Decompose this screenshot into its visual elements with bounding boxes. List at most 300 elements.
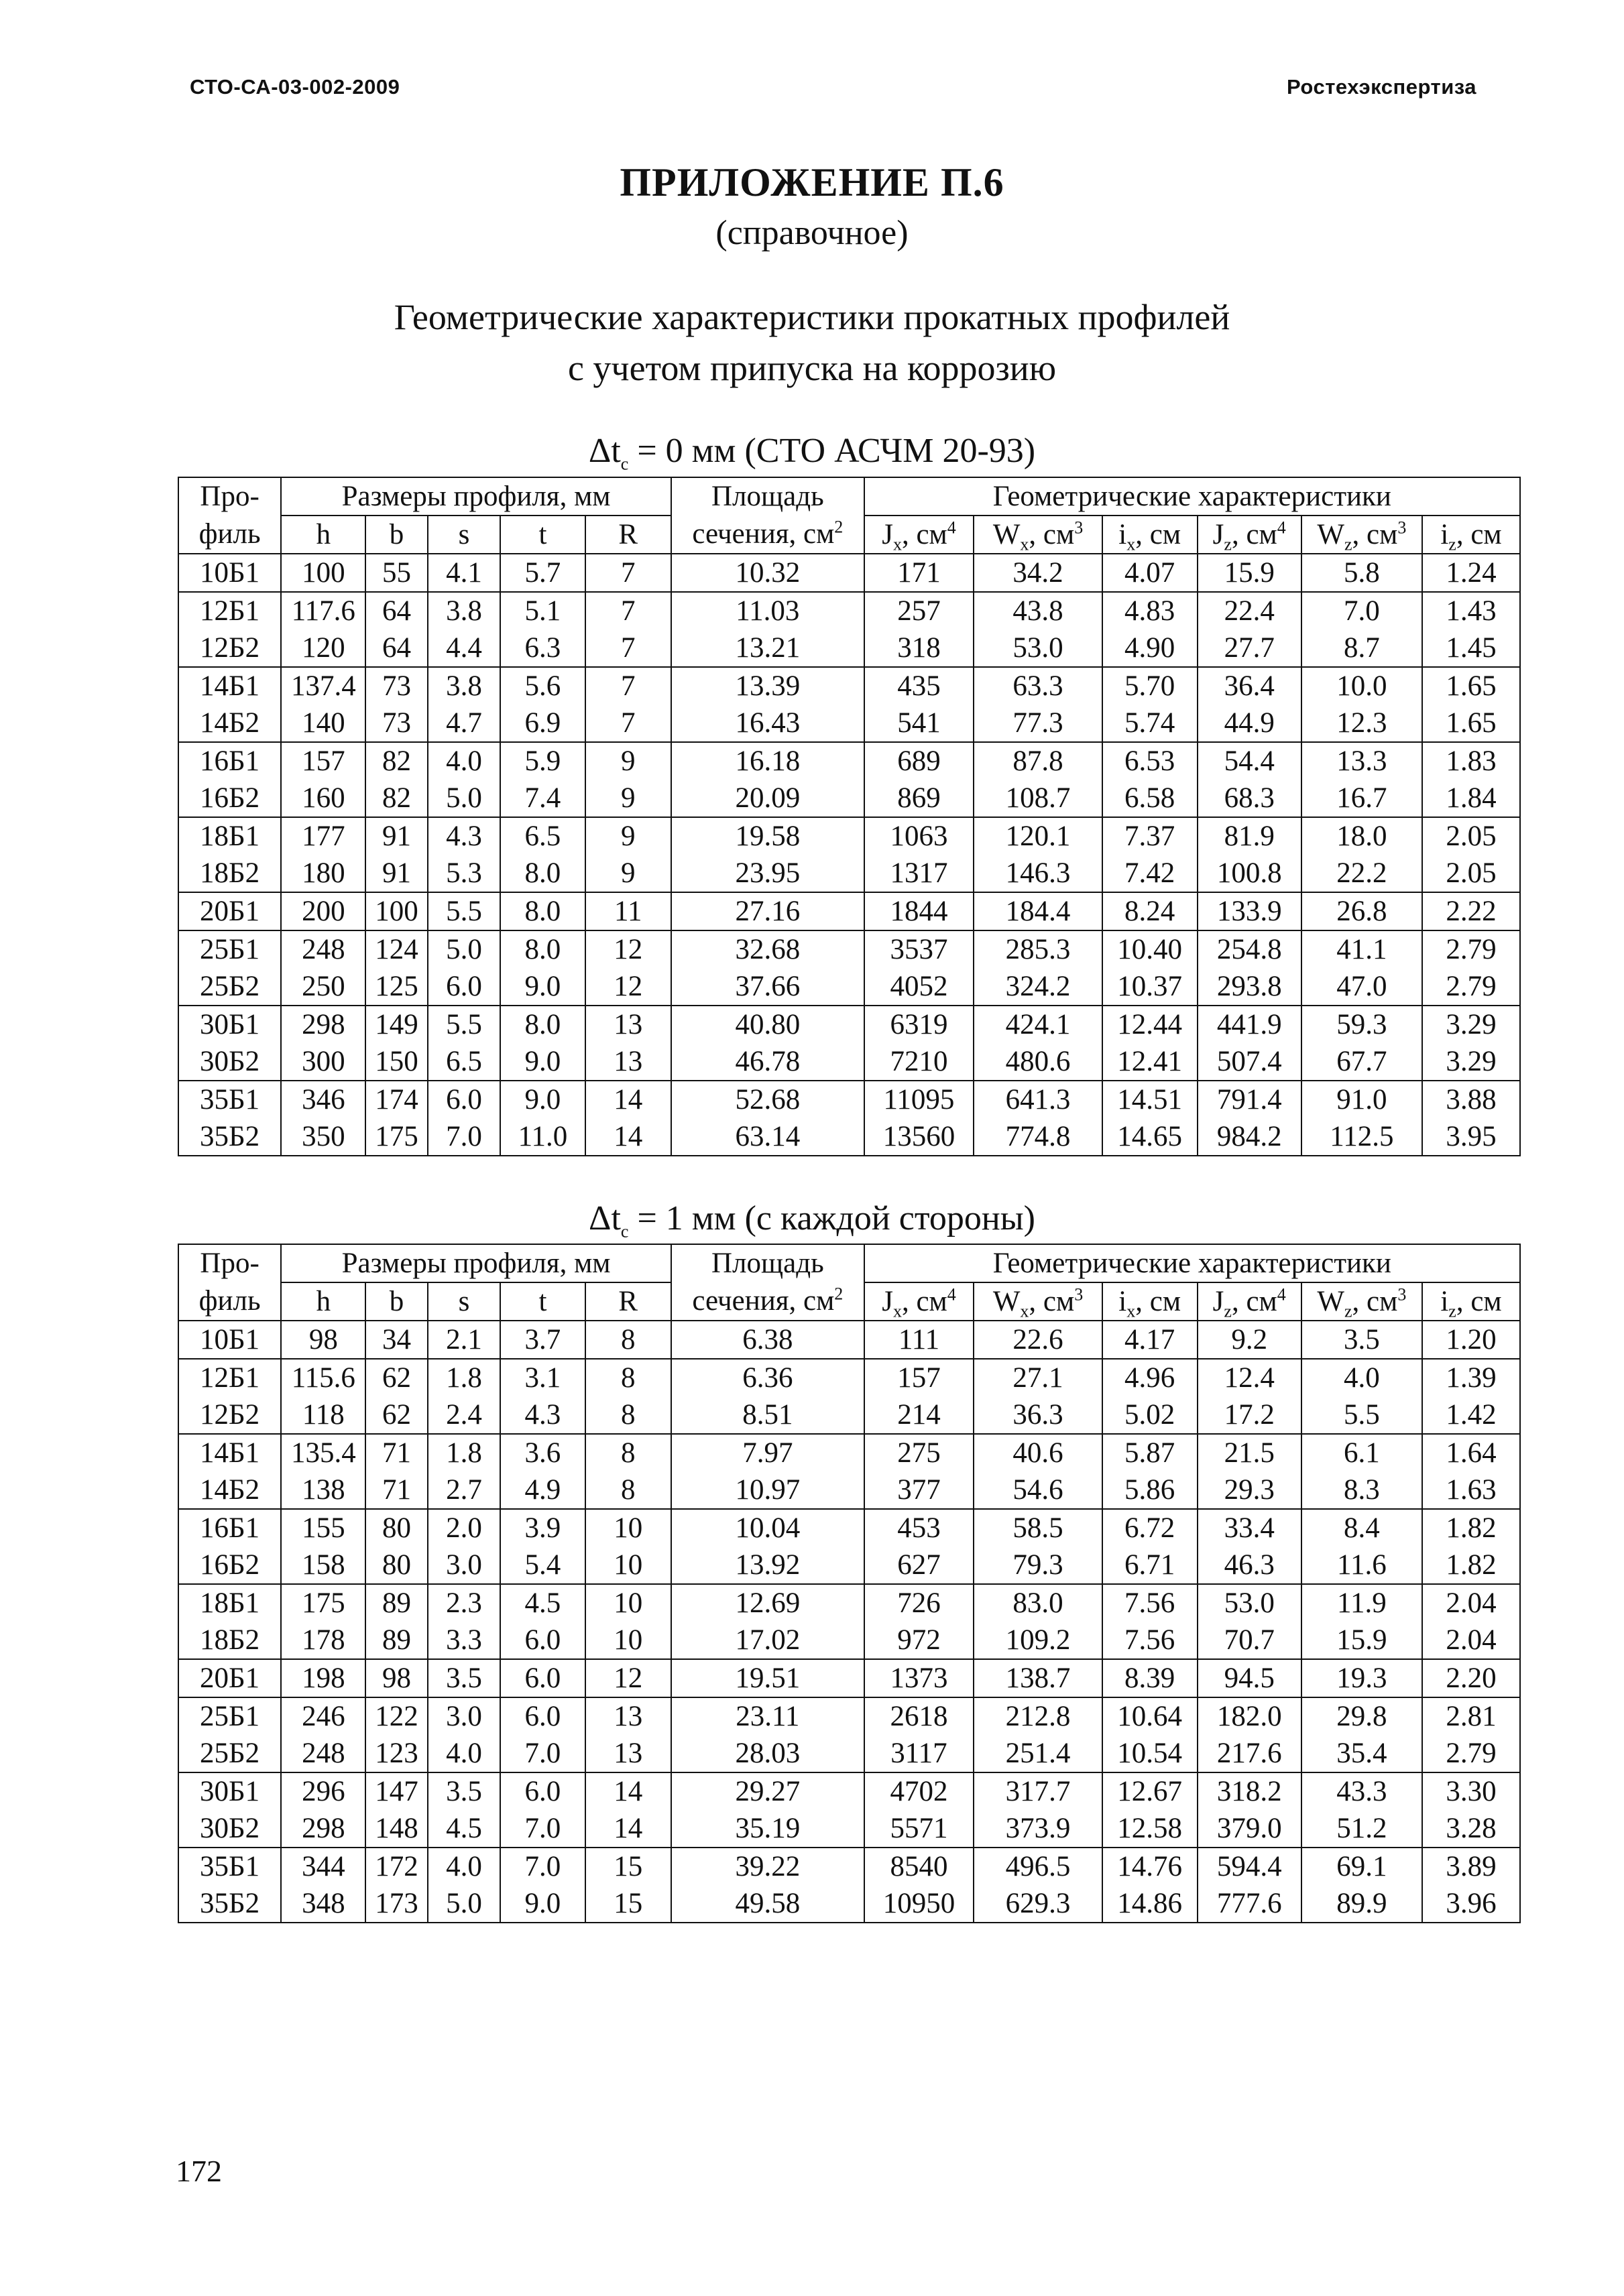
table-row bbox=[178, 1043, 1520, 1081]
table-cell: 32.68 bbox=[671, 930, 864, 968]
table-cell: 16.43 bbox=[671, 705, 864, 742]
table-cell: 11.9 bbox=[1301, 1584, 1422, 1622]
table-cell: 7.97 bbox=[671, 1434, 864, 1471]
table-cell: 1.65 bbox=[1422, 705, 1520, 742]
table-cell: 3.8 bbox=[428, 667, 501, 705]
table-cell: 17.02 bbox=[671, 1622, 864, 1659]
table-row bbox=[178, 742, 1520, 780]
geo-exponent: 4 bbox=[1277, 518, 1286, 538]
table-cell: 7 bbox=[585, 705, 671, 742]
table-row bbox=[178, 705, 1520, 742]
geo-unit: , см bbox=[1029, 1285, 1075, 1317]
table-cell: 2.05 bbox=[1422, 855, 1520, 892]
table-cell: 1.39 bbox=[1422, 1359, 1520, 1396]
geo-subscript: x bbox=[1126, 1301, 1136, 1321]
table-cell: 6.0 bbox=[428, 1081, 501, 1118]
table-cell: 23.95 bbox=[671, 855, 864, 892]
table-cell: 33.4 bbox=[1198, 1509, 1301, 1547]
table-cell: 157 bbox=[281, 742, 365, 780]
table-cell: 8540 bbox=[864, 1848, 974, 1885]
table-cell: 3.88 bbox=[1422, 1081, 1520, 1118]
table-cell: 9 bbox=[585, 780, 671, 817]
table-cell: 8.51 bbox=[671, 1396, 864, 1434]
appendix-subtitle: (справочное) bbox=[715, 214, 909, 252]
geo-symbol: W bbox=[992, 1285, 1021, 1317]
table-cell: 217.6 bbox=[1198, 1735, 1301, 1772]
table-cell: 11095 bbox=[864, 1081, 974, 1118]
table-cell: 10950 bbox=[864, 1885, 974, 1923]
table-cell: 7.0 bbox=[500, 1810, 585, 1848]
column-header-profile: Про- bbox=[178, 1244, 281, 1282]
column-header-geo bbox=[864, 1282, 974, 1321]
table-cell: 10.97 bbox=[671, 1471, 864, 1509]
table-cell: 4.90 bbox=[1102, 629, 1198, 667]
table-cell: 3117 bbox=[864, 1735, 974, 1772]
table-cell: 44.9 bbox=[1198, 705, 1301, 742]
table-cell: 1.8 bbox=[428, 1434, 501, 1471]
column-header-geo bbox=[1198, 1282, 1301, 1321]
table-cell: 54.4 bbox=[1198, 742, 1301, 780]
table-row bbox=[178, 1810, 1520, 1848]
table-cell: 35Б2 bbox=[178, 1885, 281, 1923]
column-header-area: Площадь bbox=[671, 477, 864, 516]
table-cell: 257 bbox=[864, 592, 974, 629]
table-cell: 34.2 bbox=[974, 554, 1102, 592]
table-cell: 4702 bbox=[864, 1772, 974, 1810]
table-cell: 8.39 bbox=[1102, 1659, 1198, 1697]
table-row bbox=[178, 1509, 1520, 1547]
table-cell: 246 bbox=[281, 1697, 365, 1735]
table-cell: 641.3 bbox=[974, 1081, 1102, 1118]
table-cell: 629.3 bbox=[974, 1885, 1102, 1923]
table-cell: 12 bbox=[585, 1659, 671, 1697]
table-cell: 4.0 bbox=[1301, 1359, 1422, 1396]
table-cell: 172 bbox=[365, 1848, 427, 1885]
table-cell: 16.7 bbox=[1301, 780, 1422, 817]
table-cell: 8.7 bbox=[1301, 629, 1422, 667]
geo-unit: , см bbox=[1352, 1285, 1398, 1317]
geo-subscript: x bbox=[1126, 534, 1136, 554]
geo-subscript: z bbox=[1448, 534, 1456, 554]
table-cell: 6.0 bbox=[500, 1659, 585, 1697]
table-cell: 14.76 bbox=[1102, 1848, 1198, 1885]
column-header-geo bbox=[1301, 1282, 1422, 1321]
column-header-geo bbox=[974, 516, 1102, 554]
table-cell: 18.0 bbox=[1301, 817, 1422, 855]
table-cell: 137.4 bbox=[281, 667, 365, 705]
table-cell: 6319 bbox=[864, 1006, 974, 1043]
table-cell: 160 bbox=[281, 780, 365, 817]
geo-unit: , см bbox=[1231, 1285, 1277, 1317]
table-cell: 13 bbox=[585, 1006, 671, 1043]
table-cell: 8 bbox=[585, 1359, 671, 1396]
table-cell: 13 bbox=[585, 1735, 671, 1772]
table-row bbox=[178, 1772, 1520, 1810]
table-row bbox=[178, 892, 1520, 930]
geo-unit: , см bbox=[1456, 1285, 1502, 1317]
table-cell: 87.8 bbox=[974, 742, 1102, 780]
table-cell: 12.58 bbox=[1102, 1810, 1198, 1848]
table-cell: 122 bbox=[365, 1697, 427, 1735]
table-cell: 35.19 bbox=[671, 1810, 864, 1848]
table-cell: 4.3 bbox=[500, 1396, 585, 1434]
table-cell: 36.3 bbox=[974, 1396, 1102, 1434]
column-header-geo bbox=[1301, 516, 1422, 554]
table-cell: 6.36 bbox=[671, 1359, 864, 1396]
table-cell: 5.0 bbox=[428, 1885, 501, 1923]
geo-symbol: J bbox=[882, 518, 893, 550]
column-header-geo bbox=[974, 1282, 1102, 1321]
column-header-dim: s bbox=[428, 516, 501, 554]
geo-exponent: 3 bbox=[1074, 518, 1084, 538]
table-cell: 250 bbox=[281, 968, 365, 1006]
column-header-profile: Про- bbox=[178, 477, 281, 516]
table-cell: 7 bbox=[585, 667, 671, 705]
table-cell: 46.3 bbox=[1198, 1547, 1301, 1584]
table-cell: 148 bbox=[365, 1810, 427, 1848]
table-cell: 1.63 bbox=[1422, 1471, 1520, 1509]
geo-unit: , см bbox=[1135, 518, 1181, 550]
table-cell: 869 bbox=[864, 780, 974, 817]
table-cell: 5.87 bbox=[1102, 1434, 1198, 1471]
column-header-dim: s bbox=[428, 1282, 501, 1321]
table-cell: 3.0 bbox=[428, 1547, 501, 1584]
table-cell: 80 bbox=[365, 1547, 427, 1584]
geo-unit: , см bbox=[1135, 1285, 1181, 1317]
table-cell: 379.0 bbox=[1198, 1810, 1301, 1848]
appendix-title: ПРИЛОЖЕНИЕ П.6 bbox=[620, 160, 1004, 204]
table-cell: 4.07 bbox=[1102, 554, 1198, 592]
geo-symbol: i bbox=[1118, 1285, 1127, 1317]
table-cell: 9.2 bbox=[1198, 1321, 1301, 1359]
table-cell: 1.65 bbox=[1422, 667, 1520, 705]
table-cell: 15.9 bbox=[1198, 554, 1301, 592]
geo-exponent: 4 bbox=[1277, 1284, 1286, 1305]
table-cell: 29.27 bbox=[671, 1772, 864, 1810]
table-cell: 150 bbox=[365, 1043, 427, 1081]
table-cell: 1063 bbox=[864, 817, 974, 855]
table-cell: 182.0 bbox=[1198, 1697, 1301, 1735]
table-cell: 64 bbox=[365, 592, 427, 629]
table-cell: 298 bbox=[281, 1006, 365, 1043]
geo-subscript: z bbox=[1448, 1301, 1456, 1321]
table-cell: 7210 bbox=[864, 1043, 974, 1081]
table-cell: 8 bbox=[585, 1321, 671, 1359]
table-cell: 147 bbox=[365, 1772, 427, 1810]
table-cell: 112.5 bbox=[1301, 1118, 1422, 1156]
table-cell: 12.4 bbox=[1198, 1359, 1301, 1396]
table-row bbox=[178, 629, 1520, 667]
table-cell: 14.65 bbox=[1102, 1118, 1198, 1156]
table-cell: 1.20 bbox=[1422, 1321, 1520, 1359]
table-cell: 7.0 bbox=[500, 1735, 585, 1772]
table-cell: 22.4 bbox=[1198, 592, 1301, 629]
table-cell: 777.6 bbox=[1198, 1885, 1301, 1923]
table-cell: 80 bbox=[365, 1509, 427, 1547]
table-cell: 7.42 bbox=[1102, 855, 1198, 892]
table-cell: 8 bbox=[585, 1471, 671, 1509]
table-row bbox=[178, 1885, 1520, 1923]
table-cell: 53.0 bbox=[974, 629, 1102, 667]
geo-subscript: z bbox=[1224, 1301, 1232, 1321]
table-cell: 133.9 bbox=[1198, 892, 1301, 930]
table-cell: 4.4 bbox=[428, 629, 501, 667]
table-cell: 3.30 bbox=[1422, 1772, 1520, 1810]
table-cell: 89.9 bbox=[1301, 1885, 1422, 1923]
geo-exponent: 3 bbox=[1397, 1284, 1407, 1305]
table-row bbox=[178, 1081, 1520, 1118]
table-cell: 118 bbox=[281, 1396, 365, 1434]
table-cell: 19.3 bbox=[1301, 1659, 1422, 1697]
table-cell: 115.6 bbox=[281, 1359, 365, 1396]
table-cell: 120 bbox=[281, 629, 365, 667]
geo-subscript: x bbox=[1020, 1301, 1029, 1321]
table-cell: 435 bbox=[864, 667, 974, 705]
table-cell: 51.2 bbox=[1301, 1810, 1422, 1848]
table-cell: 81.9 bbox=[1198, 817, 1301, 855]
table-cell: 6.5 bbox=[428, 1043, 501, 1081]
table-cell: 3.3 bbox=[428, 1622, 501, 1659]
table-cell: 5.5 bbox=[428, 1006, 501, 1043]
table-cell: 1373 bbox=[864, 1659, 974, 1697]
geo-exponent: 4 bbox=[947, 518, 956, 538]
table-cell: 198 bbox=[281, 1659, 365, 1697]
table-cell: 324.2 bbox=[974, 968, 1102, 1006]
table-cell: 10.64 bbox=[1102, 1697, 1198, 1735]
table-cell: 972 bbox=[864, 1622, 974, 1659]
table-cell: 254.8 bbox=[1198, 930, 1301, 968]
area-exponent: 2 bbox=[834, 517, 844, 537]
table-cell: 100.8 bbox=[1198, 855, 1301, 892]
table-cell: 4.3 bbox=[428, 817, 501, 855]
table-cell: 47.0 bbox=[1301, 968, 1422, 1006]
table-cell: 125 bbox=[365, 968, 427, 1006]
table-cell: 791.4 bbox=[1198, 1081, 1301, 1118]
table-cell: 344 bbox=[281, 1848, 365, 1885]
table-cell: 4.1 bbox=[428, 554, 501, 592]
table-cell: 29.3 bbox=[1198, 1471, 1301, 1509]
table-row bbox=[178, 968, 1520, 1006]
table-cell: 11.6 bbox=[1301, 1547, 1422, 1584]
table-cell: 12.41 bbox=[1102, 1043, 1198, 1081]
table-cell: 5.0 bbox=[428, 780, 501, 817]
geo-symbol: J bbox=[1212, 1285, 1224, 1317]
table-cell: 7 bbox=[585, 554, 671, 592]
table-cell: 2.79 bbox=[1422, 930, 1520, 968]
column-header-geo bbox=[1102, 1282, 1198, 1321]
table-cell: 109.2 bbox=[974, 1622, 1102, 1659]
column-header-profile: филь bbox=[178, 516, 281, 554]
geo-exponent: 3 bbox=[1074, 1284, 1084, 1305]
table-cell: 12.44 bbox=[1102, 1006, 1198, 1043]
table-cell: 27.7 bbox=[1198, 629, 1301, 667]
caption-delta: Δt bbox=[588, 432, 621, 470]
column-header-dim: h bbox=[281, 1282, 365, 1321]
column-header-dim: b bbox=[365, 516, 427, 554]
table-cell: 6.3 bbox=[500, 629, 585, 667]
table-row bbox=[178, 667, 1520, 705]
table-cell: 3.8 bbox=[428, 592, 501, 629]
table-cell: 5.74 bbox=[1102, 705, 1198, 742]
table-cell: 16Б1 bbox=[178, 1509, 281, 1547]
table-2-caption bbox=[0, 1199, 1624, 1242]
table-cell: 984.2 bbox=[1198, 1118, 1301, 1156]
table-cell: 6.53 bbox=[1102, 742, 1198, 780]
table-cell: 541 bbox=[864, 705, 974, 742]
table-cell: 11.03 bbox=[671, 592, 864, 629]
table-cell: 100 bbox=[281, 554, 365, 592]
table-1-caption bbox=[0, 432, 1624, 474]
table-cell: 13.92 bbox=[671, 1547, 864, 1584]
table-cell: 300 bbox=[281, 1043, 365, 1081]
table-row bbox=[178, 592, 1520, 629]
geo-subscript: x bbox=[1020, 534, 1029, 554]
table-cell: 13 bbox=[585, 1697, 671, 1735]
column-header-geometry: Геометрические характеристики bbox=[864, 1244, 1520, 1282]
table-cell: 9.0 bbox=[500, 1043, 585, 1081]
table-cell: 2.1 bbox=[428, 1321, 501, 1359]
table-cell: 158 bbox=[281, 1547, 365, 1584]
table-cell: 5.5 bbox=[1301, 1396, 1422, 1434]
table-cell: 175 bbox=[281, 1584, 365, 1622]
column-header-geo bbox=[1102, 516, 1198, 554]
table-cell: 12Б1 bbox=[178, 1359, 281, 1396]
table-cell: 39.22 bbox=[671, 1848, 864, 1885]
table-cell: 149 bbox=[365, 1006, 427, 1043]
table-cell: 43.8 bbox=[974, 592, 1102, 629]
table-cell: 1.82 bbox=[1422, 1547, 1520, 1584]
table-cell: 26.8 bbox=[1301, 892, 1422, 930]
table-cell: 6.0 bbox=[500, 1622, 585, 1659]
table-cell: 318.2 bbox=[1198, 1772, 1301, 1810]
table-cell: 14 bbox=[585, 1081, 671, 1118]
geo-subscript: z bbox=[1344, 1301, 1352, 1321]
table-cell: 6.38 bbox=[671, 1321, 864, 1359]
table-cell: 20.09 bbox=[671, 780, 864, 817]
table-cell: 30Б1 bbox=[178, 1772, 281, 1810]
table-cell: 8.24 bbox=[1102, 892, 1198, 930]
table-cell: 8.0 bbox=[500, 892, 585, 930]
table-cell: 2.81 bbox=[1422, 1697, 1520, 1735]
profile-table-1 bbox=[178, 477, 1521, 1156]
column-header-dim: t bbox=[500, 516, 585, 554]
caption-text: = 0 мм (СТО АСЧМ 20-93) bbox=[628, 432, 1036, 470]
table-cell: 10 bbox=[585, 1622, 671, 1659]
column-header-profile: филь bbox=[178, 1282, 281, 1321]
table-cell: 25Б2 bbox=[178, 1735, 281, 1772]
table-cell: 3.0 bbox=[428, 1697, 501, 1735]
geo-subscript: z bbox=[1224, 534, 1232, 554]
table-cell: 13560 bbox=[864, 1118, 974, 1156]
table-cell: 1.82 bbox=[1422, 1509, 1520, 1547]
table-cell: 9.0 bbox=[500, 1081, 585, 1118]
column-header-dim: R bbox=[585, 516, 671, 554]
table-row bbox=[178, 1396, 1520, 1434]
table-cell: 6.5 bbox=[500, 817, 585, 855]
table-cell: 28.03 bbox=[671, 1735, 864, 1772]
table-cell: 10Б1 bbox=[178, 1321, 281, 1359]
table-cell: 214 bbox=[864, 1396, 974, 1434]
table-cell: 8 bbox=[585, 1434, 671, 1471]
table-cell: 6.1 bbox=[1301, 1434, 1422, 1471]
geo-symbol: i bbox=[1118, 518, 1127, 550]
table-cell: 5.9 bbox=[500, 742, 585, 780]
table-cell: 8 bbox=[585, 1396, 671, 1434]
table-cell: 82 bbox=[365, 780, 427, 817]
table-cell: 14 bbox=[585, 1772, 671, 1810]
geo-symbol: i bbox=[1440, 518, 1449, 550]
table-cell: 17.2 bbox=[1198, 1396, 1301, 1434]
geo-unit: , см bbox=[1352, 518, 1398, 550]
column-header-dim: t bbox=[500, 1282, 585, 1321]
table-cell: 15 bbox=[585, 1848, 671, 1885]
table-cell: 73 bbox=[365, 667, 427, 705]
table-cell: 1.64 bbox=[1422, 1434, 1520, 1471]
table-cell: 52.68 bbox=[671, 1081, 864, 1118]
geo-subscript: z bbox=[1344, 534, 1352, 554]
table-cell: 6.0 bbox=[500, 1772, 585, 1810]
table-cell: 1.43 bbox=[1422, 592, 1520, 629]
table-cell: 3.89 bbox=[1422, 1848, 1520, 1885]
table-cell: 2.79 bbox=[1422, 968, 1520, 1006]
table-row bbox=[178, 1359, 1520, 1396]
table-cell: 55 bbox=[365, 554, 427, 592]
table-cell: 180 bbox=[281, 855, 365, 892]
table-cell: 8.0 bbox=[500, 855, 585, 892]
table-cell: 2.20 bbox=[1422, 1659, 1520, 1697]
table-cell: 49.58 bbox=[671, 1885, 864, 1923]
table-cell: 251.4 bbox=[974, 1735, 1102, 1772]
geo-unit: , см bbox=[1456, 518, 1502, 550]
table-cell: 10Б1 bbox=[178, 554, 281, 592]
table-cell: 25Б1 bbox=[178, 930, 281, 968]
table-cell: 35Б1 bbox=[178, 1081, 281, 1118]
profile-table-2 bbox=[178, 1244, 1521, 1923]
table-cell: 200 bbox=[281, 892, 365, 930]
table-row bbox=[178, 780, 1520, 817]
column-header-area: Площадь bbox=[671, 1244, 864, 1282]
geo-symbol: J bbox=[882, 1285, 893, 1317]
table-cell: 12Б1 bbox=[178, 592, 281, 629]
table-cell: 53.0 bbox=[1198, 1584, 1301, 1622]
table-cell: 174 bbox=[365, 1081, 427, 1118]
column-header-geo bbox=[1422, 516, 1520, 554]
heading-line-1: Геометрические характеристики прокатных профилей bbox=[394, 297, 1230, 337]
table-cell: 5.02 bbox=[1102, 1396, 1198, 1434]
geo-subscript: x bbox=[892, 1301, 902, 1321]
table-cell: 11 bbox=[585, 892, 671, 930]
geo-symbol: i bbox=[1440, 1285, 1449, 1317]
table-cell: 184.4 bbox=[974, 892, 1102, 930]
table-cell: 16Б2 bbox=[178, 780, 281, 817]
geo-unit: , см bbox=[901, 518, 947, 550]
table-cell: 4.5 bbox=[500, 1584, 585, 1622]
table-cell: 10 bbox=[585, 1547, 671, 1584]
table-cell: 173 bbox=[365, 1885, 427, 1923]
table-cell: 1.84 bbox=[1422, 780, 1520, 817]
table-cell: 62 bbox=[365, 1396, 427, 1434]
table-cell: 3.9 bbox=[500, 1509, 585, 1547]
table-cell: 7.0 bbox=[428, 1118, 501, 1156]
table-cell: 14Б1 bbox=[178, 667, 281, 705]
table-cell: 248 bbox=[281, 930, 365, 968]
table-cell: 7.37 bbox=[1102, 817, 1198, 855]
table-cell: 10 bbox=[585, 1509, 671, 1547]
table-cell: 774.8 bbox=[974, 1118, 1102, 1156]
column-header-dimensions: Размеры профиля, мм bbox=[281, 1244, 671, 1282]
table-row bbox=[178, 1848, 1520, 1885]
table-cell: 726 bbox=[864, 1584, 974, 1622]
